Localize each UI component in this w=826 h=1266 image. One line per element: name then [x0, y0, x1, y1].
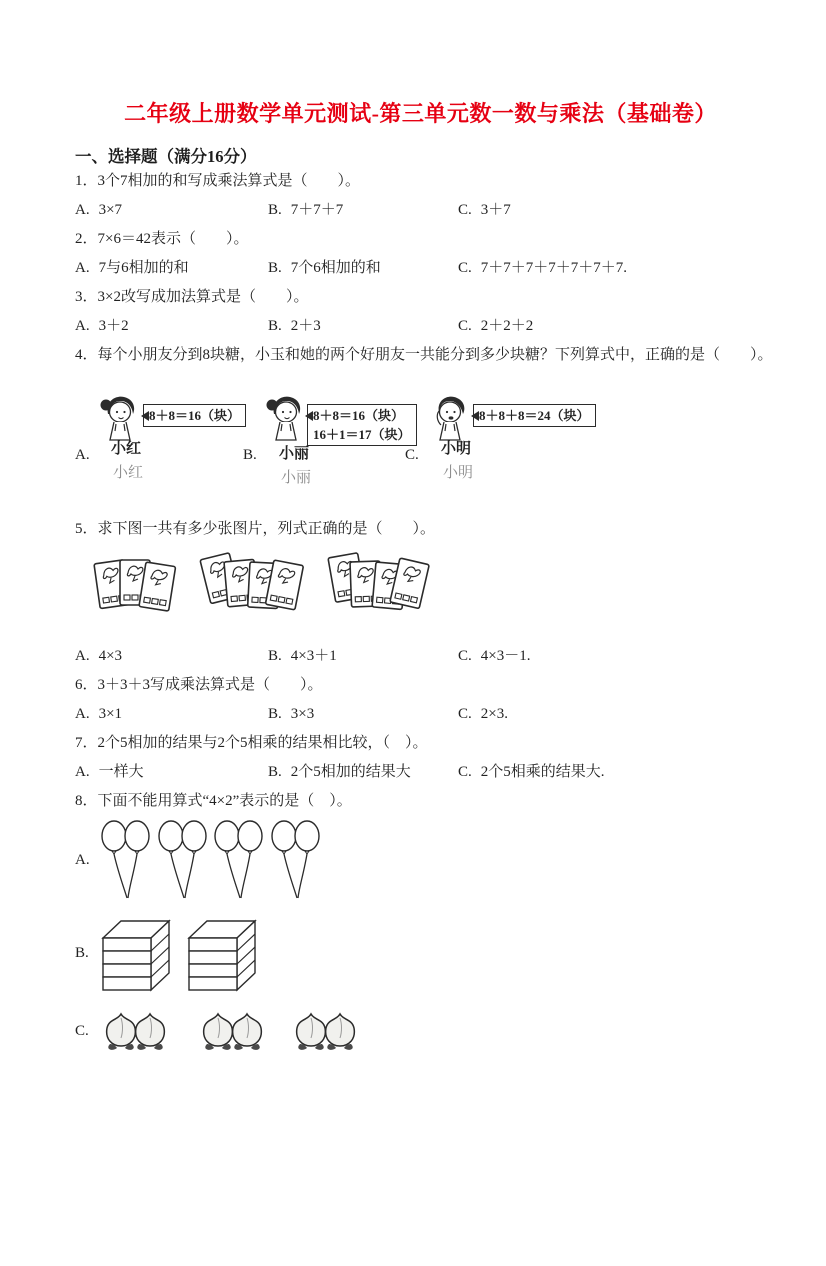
option-label: A. — [75, 648, 90, 664]
option-c — [458, 700, 766, 729]
pupil-caption: 小明 — [443, 465, 474, 481]
option-label: A. — [75, 260, 90, 276]
option-label: A. — [75, 851, 90, 868]
question-3-text: 3．3×2改写成加法算式是（ ）。 — [75, 289, 309, 305]
option-label: B. — [268, 318, 282, 334]
option-label: C. — [458, 318, 472, 334]
option-label: C. — [458, 764, 472, 780]
boxes-illustration — [101, 913, 261, 993]
pupil-name: 小丽 — [279, 446, 310, 462]
option-label: C. — [458, 260, 472, 276]
option-text: 7＋7＋7＋7＋7＋7＋7. — [480, 260, 628, 276]
question-1-text: 1．3个7相加的和写成乘法算式是（ ）。 — [75, 173, 361, 189]
question-5-options — [75, 642, 766, 671]
balloons-illustration — [101, 819, 323, 901]
option-c — [458, 758, 766, 787]
option-c — [458, 642, 766, 671]
option-label: B. — [268, 706, 282, 722]
option-label: B. — [268, 764, 282, 780]
option-label: A. — [75, 202, 90, 218]
speech-bubble — [473, 404, 596, 427]
peaches-illustration — [101, 1009, 363, 1053]
option-label: C. — [458, 706, 472, 722]
option-text: 4×3 — [98, 648, 123, 664]
option-a — [75, 642, 268, 671]
option-label: A. — [75, 706, 90, 722]
question-1-options — [75, 196, 766, 225]
bubble-line: 8＋8＝16（块） — [149, 408, 241, 423]
speech-bubble — [307, 404, 417, 446]
option-text: 2＋3 — [290, 318, 321, 334]
pupil-caption: 小丽 — [281, 470, 312, 486]
option-text: 2×3. — [480, 706, 508, 722]
pupil-name: 小红 — [111, 441, 142, 457]
pupil-name: 小明 — [441, 441, 472, 457]
question-7-text: 7．2个5相加的结果与2个5相乘的结果相比较，（ ）。 — [75, 735, 428, 751]
worksheet-page — [0, 97, 826, 1266]
option-text: 3＋2 — [98, 318, 129, 334]
option-b — [268, 700, 458, 729]
figure-option-b — [75, 913, 766, 993]
question-4-figure-options — [75, 395, 766, 499]
figure-option-b — [243, 395, 411, 499]
question-6-options — [75, 700, 766, 729]
option-text: 4×3－1. — [480, 648, 531, 664]
pupil-figure — [97, 395, 246, 499]
question-7-options — [75, 758, 766, 787]
pupil-caption: 小红 — [113, 465, 144, 481]
option-label: A. — [75, 447, 90, 463]
page-title: 二年级上册数学单元测试-第三单元数一数与乘法（基础卷） — [124, 101, 717, 126]
option-label: B. — [75, 944, 89, 961]
worksheet-content — [0, 97, 826, 1053]
option-text: 2＋2＋2 — [480, 318, 534, 334]
option-b — [268, 312, 458, 341]
option-label: B. — [243, 447, 257, 463]
question-6-text: 6．3＋3＋3写成乘法算式是（ ）。 — [75, 677, 323, 693]
option-a — [75, 700, 268, 729]
question-2-text: 2．7×6＝42表示（ ）。 — [75, 231, 249, 247]
figure-option-c — [405, 395, 766, 499]
option-label: B. — [268, 202, 282, 218]
question-5-text: 5．求下图一共有多少张图片，列式正确的是（ ）。 — [75, 521, 436, 537]
option-label: C. — [75, 1022, 89, 1039]
option-b — [268, 196, 458, 225]
option-a — [75, 758, 268, 787]
speech-bubble — [143, 404, 246, 427]
option-text: 3×1 — [98, 706, 123, 722]
option-text: 7个6相加的和 — [290, 260, 381, 276]
option-b — [268, 642, 458, 671]
question-3-options — [75, 312, 766, 341]
option-label: A. — [75, 764, 90, 780]
option-text: 7＋7＋7 — [290, 202, 344, 218]
option-label: B. — [268, 260, 282, 276]
question-2-options — [75, 254, 766, 283]
option-a — [75, 196, 268, 225]
bubble-line: 8＋8＝16（块） — [313, 408, 405, 423]
option-b — [268, 254, 458, 283]
option-c — [458, 196, 766, 225]
section-heading: 一、选择题（满分16分） — [75, 147, 257, 166]
option-label: C. — [458, 648, 472, 664]
option-label: A. — [75, 318, 90, 334]
option-text: 3×3 — [290, 706, 315, 722]
option-c — [458, 312, 766, 341]
cards-illustration-wrap — [88, 550, 766, 630]
option-b — [268, 758, 458, 787]
option-text: 2个5相加的结果大 — [290, 764, 411, 780]
option-text: 7与6相加的和 — [98, 260, 189, 276]
option-a — [75, 312, 268, 341]
pupil-figure — [427, 395, 596, 499]
option-label: C. — [405, 447, 419, 463]
question-8-text: 8．下面不能用算式“4×2”表示的是（ ）。 — [75, 793, 352, 809]
option-text: 一样大 — [98, 764, 144, 780]
bubble-line: 16＋1＝17（块） — [313, 427, 411, 442]
cards-illustration — [88, 550, 433, 630]
option-text: 3×7 — [98, 202, 123, 218]
bubble-line: 8＋8＋8＝24（块） — [479, 408, 590, 423]
option-label: C. — [458, 202, 472, 218]
option-text: 2个5相乘的结果大. — [480, 764, 605, 780]
figure-option-a — [75, 819, 766, 901]
question-4-text: 4．每个小朋友分到8块糖，小玉和她的两个好朋友一共能分到多少块糖？下列算式中，正确的是（ ）。 — [75, 347, 773, 363]
pupil-figure — [265, 395, 417, 499]
figure-option-c — [75, 1009, 766, 1053]
option-a — [75, 254, 268, 283]
option-c — [458, 254, 766, 283]
option-label: B. — [268, 648, 282, 664]
option-text: 4×3＋1 — [290, 648, 337, 664]
figure-option-a — [75, 395, 243, 499]
option-text: 3＋7 — [480, 202, 511, 218]
